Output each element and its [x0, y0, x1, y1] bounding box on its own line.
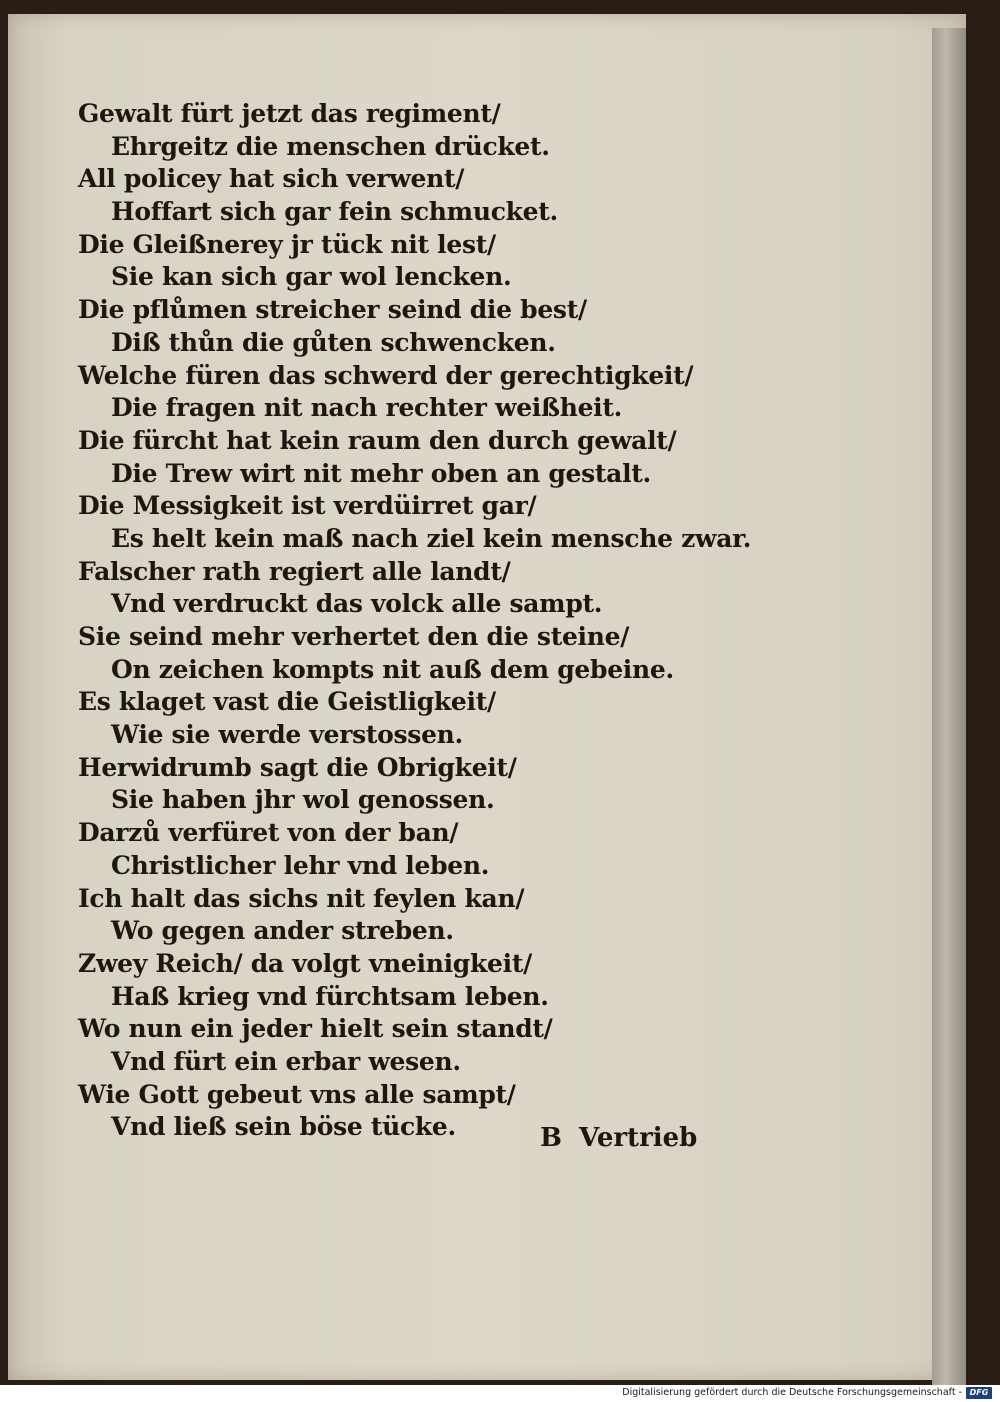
poem-line: Die Messigkeit ist verdüirret gar/ — [78, 491, 537, 521]
footer-bar — [0, 1385, 1000, 1402]
poem-line: Vnd fürt ein erbar wesen. — [111, 1046, 461, 1076]
poem-line: Darzů verfüret von der ban/ — [78, 818, 459, 848]
poem-line: Sie seind mehr verhertet den die steine/ — [78, 622, 630, 651]
catchword: B Vertrieb — [540, 1123, 698, 1153]
poem-text — [78, 98, 751, 1144]
poem-line: Christlicher lehr vnd leben. — [111, 850, 490, 880]
poem-line: Welche füren das schwerd der gerechtigkeit/ — [78, 360, 694, 390]
poem-line: Gewalt fürt jetzt das regiment/ — [78, 99, 501, 128]
poem-line: Die Gleißnerey jr tück nit lest/ — [78, 229, 496, 259]
poem-line: Es helt kein maß nach ziel kein mensche zwar. — [111, 523, 752, 553]
poem-line: Wie Gott gebeut vns alle sampt/ — [78, 1079, 516, 1109]
poem-line: Diß thůn die gůten schwencken. — [111, 327, 556, 357]
poem-line: Ich halt das sichs nit feylen kan/ — [78, 883, 525, 913]
poem-line: Hoffart sich gar fein schmucket. — [111, 197, 558, 227]
poem-line: Falscher rath regiert alle landt/ — [78, 556, 511, 586]
poem-line: Wo nun ein jeder hielt sein standt/ — [78, 1014, 553, 1044]
page-edge — [932, 28, 966, 1394]
poem-line: Vnd ließ sein böse tücke. — [111, 1112, 456, 1142]
poem-line: All policey hat sich verwent/ — [78, 164, 465, 194]
poem-line: Die fürcht hat kein raum den durch gewalt/ — [78, 425, 677, 455]
poem-line: Wo gegen ander streben. — [111, 916, 454, 946]
poem-line: Wie sie werde verstossen. — [111, 720, 463, 750]
poem-line: Sie kan sich gar wol lencken. — [111, 262, 512, 292]
poem-line: Haß krieg vnd fürchtsam leben. — [111, 981, 549, 1011]
dfg-logo: DFG — [966, 1387, 992, 1399]
poem-line: Die Trew wirt nit mehr oben an gestalt. — [111, 458, 651, 488]
poem-line: Vnd verdruckt das volck alle sampt. — [111, 589, 603, 619]
poem-line: Es klaget vast die Geistligkeit/ — [78, 687, 496, 717]
funding-notice: Digitalisierung gefördert durch die Deutsche Forschungsgemeinschaft - — [622, 1387, 962, 1398]
poem-line: Sie haben jhr wol genossen. — [111, 785, 495, 815]
poem-line: Zwey Reich/ da volgt vneinigkeit/ — [78, 948, 532, 978]
poem-line: Die fragen nit nach rechter weißheit. — [111, 393, 623, 423]
poem-line: Die pflůmen streicher seind die best/ — [78, 295, 587, 325]
poem-line: On zeichen kompts nit auß dem gebeine. — [111, 654, 674, 684]
poem-line: Herwidrumb sagt die Obrigkeit/ — [78, 752, 517, 782]
poem-line: Ehrgeitz die menschen drücket. — [111, 131, 550, 161]
